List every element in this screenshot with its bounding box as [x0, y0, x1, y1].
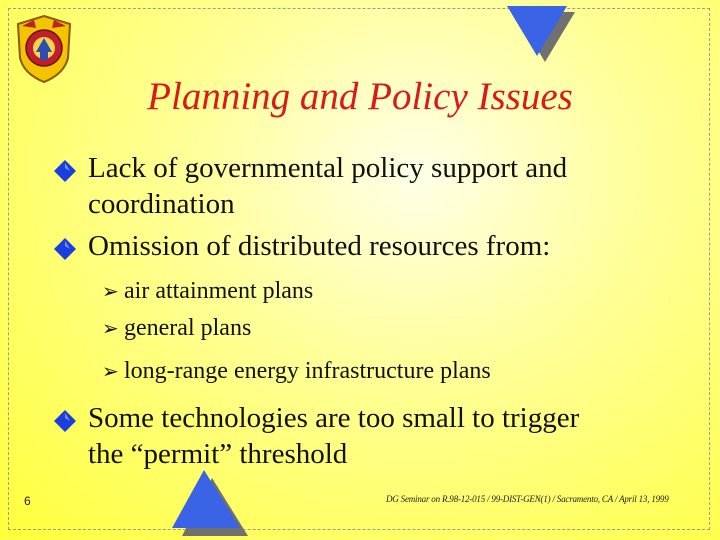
bullet-item: [54, 150, 654, 222]
bullet-text: Omission of distributed resources from:: [88, 230, 551, 262]
bullet-item: [54, 228, 654, 264]
sub-bullet-item: [102, 276, 313, 306]
arrow-bullet-icon: ➢: [102, 359, 119, 383]
page-number: 6: [24, 494, 31, 508]
bullet-text: Lack of governmental policy support and: [88, 152, 568, 184]
slide-title: Planning and Policy Issues: [147, 75, 573, 118]
arrow-bullet-icon: ➢: [102, 279, 119, 303]
bullet-continuation: the “permit” threshold: [88, 438, 348, 470]
sub-bullet-text: air attainment plans: [124, 278, 314, 304]
triangle-decoration-bottom-icon: [168, 470, 250, 536]
bullet-text: Some technologies are too small to trigger: [88, 402, 580, 434]
sub-bullet-item: [102, 313, 251, 343]
bullet-item: [54, 400, 654, 472]
diamond-bullet-icon: [54, 160, 76, 182]
sub-bullet-item: [102, 356, 491, 386]
bullet-continuation: coordination: [88, 188, 235, 220]
sub-bullet-text: long-range energy infrastructure plans: [124, 358, 491, 384]
footer-citation: DG Seminar on R.98-12-015 / 99-DIST-GEN(1) / Sacramento, CA / April 13, 1999: [386, 494, 669, 504]
arrow-bullet-icon: ➢: [102, 316, 119, 340]
diamond-bullet-icon: [54, 238, 76, 260]
diamond-bullet-icon: [54, 410, 76, 432]
triangle-decoration-top-icon: [505, 6, 577, 64]
sub-bullet-text: general plans: [124, 315, 252, 341]
